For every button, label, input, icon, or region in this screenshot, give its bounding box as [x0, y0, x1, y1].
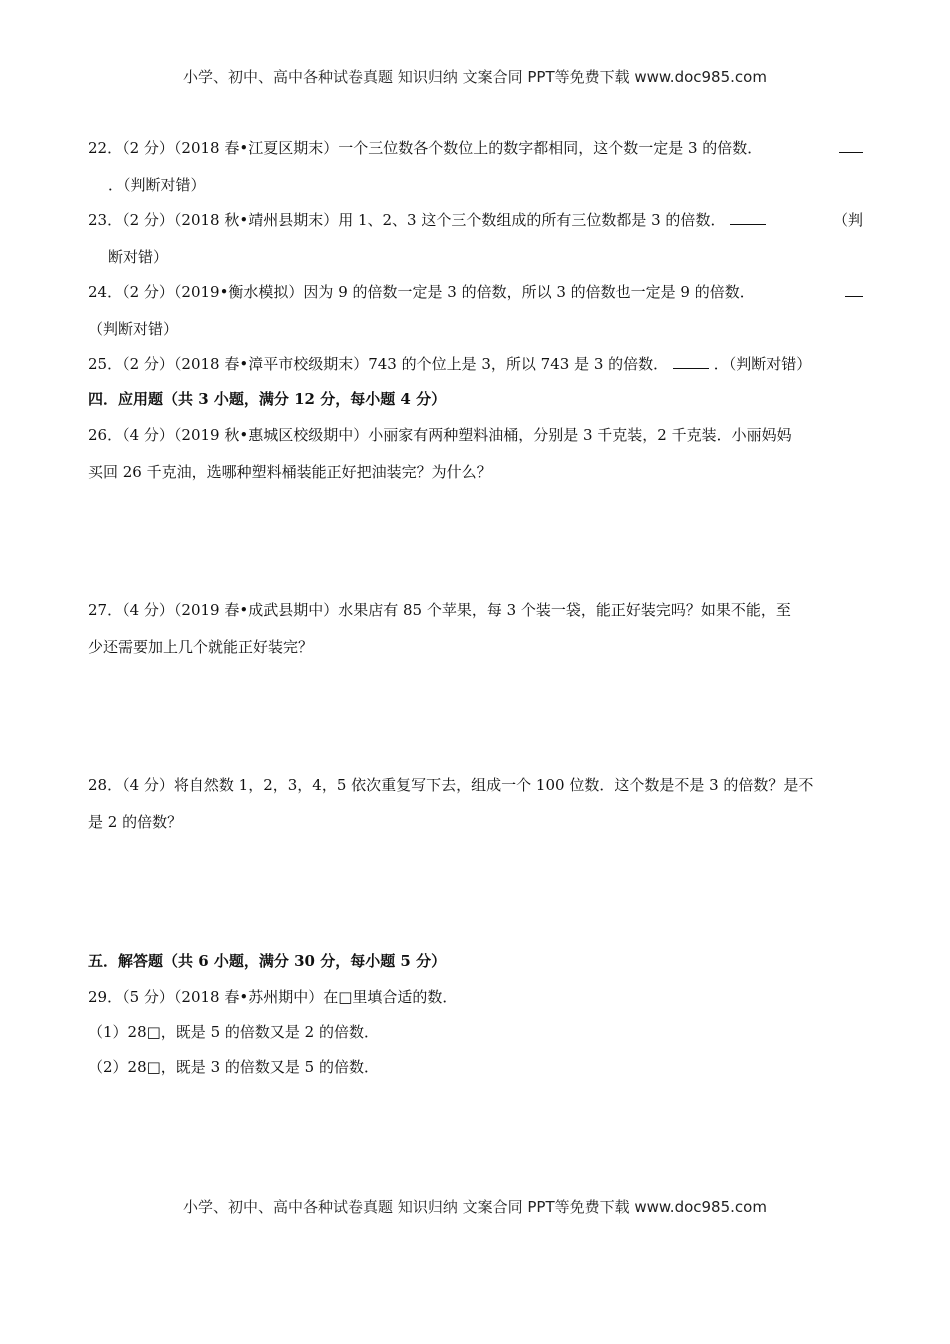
question-29-line1: 29．（5 分）（2018 春•苏州期中）在□里填合适的数．: [88, 988, 458, 1006]
question-26-line2: 买回 26 千克油，选哪种塑料桶装能正好把油装完？为什么？: [88, 463, 492, 481]
question-22-line1: [88, 138, 863, 158]
answer-blank-24[interactable]: [845, 282, 863, 297]
answer-blank-23[interactable]: [730, 210, 766, 225]
page-header: 小学、初中、高中各种试卷真题 知识归纳 文案合同 PPT等免费下载 www.doc985.com: [183, 68, 767, 86]
question-23-line2: 断对错）: [108, 248, 169, 266]
section-4-title: 四．应用题（共 3 小题，满分 12 分，每小题 4 分）: [88, 390, 447, 408]
question-23-line1: [88, 210, 863, 230]
question-22-text: 22．（2 分）（2018 春•江夏区期末）一个三位数各个数位上的数字都相同，这个数一定是 3 的倍数．: [88, 139, 763, 157]
answer-blank-22[interactable]: [839, 138, 863, 153]
question-27-line2: 少还需要加上几个就能正好装完？: [88, 638, 314, 656]
question-25-line1: [88, 354, 811, 374]
question-25-tail: ．（判断对错）: [713, 355, 812, 373]
question-29-part1: （1）28□，既是 5 的倍数又是 2 的倍数．: [88, 1023, 379, 1041]
question-24-line2: （判断对错）: [88, 320, 179, 338]
question-24-line1: [88, 282, 863, 302]
question-28-line1: 28．（4 分）将自然数 1，2，3，4，5 依次重复写下去，组成一个 100 位数．这个数是不是 3 的倍数？是不: [88, 776, 814, 794]
page-footer: 小学、初中、高中各种试卷真题 知识归纳 文案合同 PPT等免费下载 www.doc985.com: [183, 1198, 767, 1216]
question-29-part2: （2）28□，既是 3 的倍数又是 5 的倍数．: [88, 1058, 379, 1076]
question-23-tail: （判: [832, 211, 863, 229]
section-5-title: 五．解答题（共 6 小题，满分 30 分，每小题 5 分）: [88, 952, 447, 970]
question-23-text: 23．（2 分）（2018 秋•靖州县期末）用 1、2、3 这个三个数组成的所有三位数都是 3 的倍数．: [88, 211, 726, 229]
question-25-text: 25．（2 分）（2018 春•漳平市校级期末）743 的个位上是 3，所以 743 是 3 的倍数．: [88, 355, 669, 373]
question-26-line1: 26．（4 分）（2019 秋•惠城区校级期中）小丽家有两种塑料油桶，分别是 3 千克装，2 千克装．小丽妈妈: [88, 426, 792, 444]
question-28-line2: 是 2 的倍数？: [88, 813, 183, 831]
answer-blank-25[interactable]: [673, 354, 709, 369]
question-27-line1: 27．（4 分）（2019 春•成武县期中）水果店有 85 个苹果，每 3 个装一袋，能正好装完吗？如果不能，至: [88, 601, 791, 619]
question-24-text: 24．（2 分）（2019•衡水模拟）因为 9 的倍数一定是 3 的倍数，所以 3 的倍数也一定是 9 的倍数．: [88, 283, 755, 301]
question-22-line2: ．（判断对错）: [108, 176, 206, 194]
